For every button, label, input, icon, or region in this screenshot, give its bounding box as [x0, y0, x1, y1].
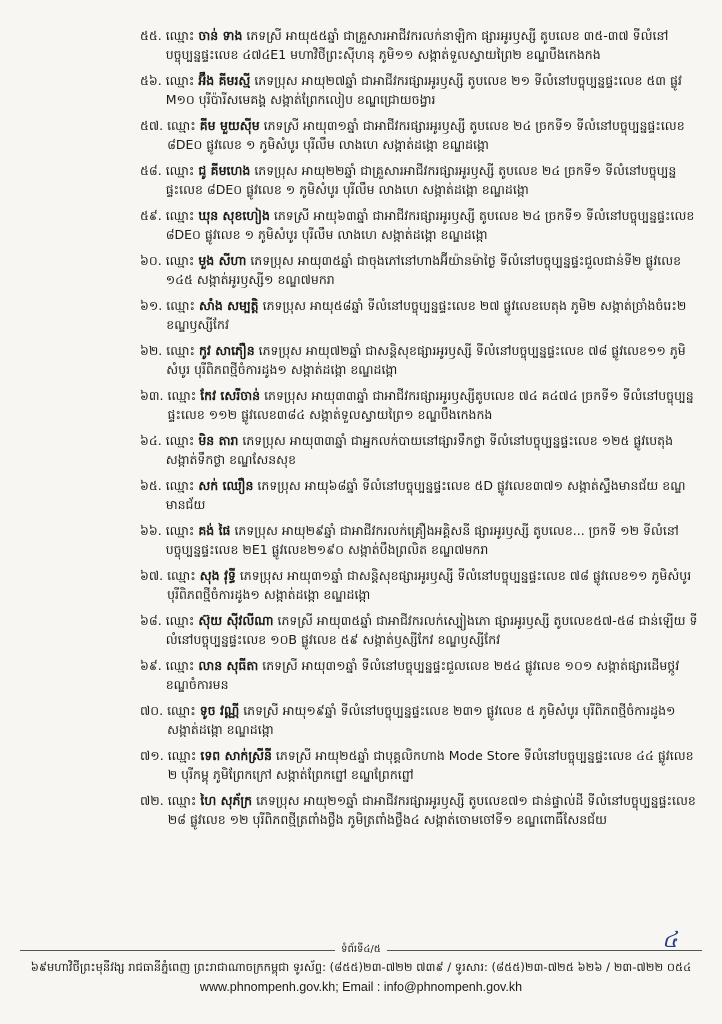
- item-number: ៧០.: [140, 703, 164, 718]
- item-number: ៦៨.: [140, 613, 162, 628]
- list-item: [140, 26, 700, 64]
- name-label: ឈ្មោះ: [167, 748, 197, 763]
- list-item: [140, 386, 700, 424]
- name-label: ឈ្មោះ: [166, 343, 195, 358]
- list-item: [140, 161, 700, 199]
- person-name: កូវ សាភឿន: [198, 343, 255, 358]
- item-body: [166, 431, 700, 469]
- item-body: [166, 206, 700, 244]
- list-item: [140, 791, 700, 829]
- footer-address: ៦៩មហាវិថីព្រះមុនីវង្ស រាជធានីភ្នំពេញ ព្រះរាជាណាចក្រកម្ពុជា ទូរស័ព្ទ: (៨៥៥)២៣-៧២២ ៧៣៩ / ទូរសារ: (៨៥៥)២៣-៧២៥ ៦២៦ / ២៣-៧២២ ០៥៤: [30, 960, 692, 974]
- person-details: ភេទស្រី អាយុ៣១ឆ្នាំ ជាអាជីវករផ្សារអូរឫស្សី តូបលេខ ២៤ ច្រកទី១ ទីលំនៅបច្ចុប្បន្នផ្ទះលេខ ៨DE០ ផ្លូវលេខ ១ ភូមិសំបូរ បុរីលឹម លាងហេ សង្កាត់ដង្កោ ខណ្ឌដង្កោ: [167, 118, 685, 152]
- list-item: [140, 341, 700, 379]
- name-label: ឈ្មោះ: [167, 388, 197, 403]
- name-label: ឈ្មោះ: [167, 568, 196, 583]
- item-number: ៦៤.: [140, 433, 162, 448]
- person-details: ភេទប្រុស អាយុ២៧ឆ្នាំ ជាអាជីវករផ្សារអូរឫស្សី តូបលេខ ២១ ទីលំនៅបច្ចុប្បន្នផ្ទះលេខ ៥៣ ផ្លូវ M១០ បុរីប៉ារីសមេគង្គ សង្កាត់ព្រែកលៀប ខណ្ឌជ្រោយចង្វារ: [165, 73, 682, 107]
- person-details: ភេទស្រី អាយុ៣១ឆ្នាំ ទីលំនៅបច្ចុប្បន្នផ្ទះជួលលេខ ២៥៤ ផ្លូវលេខ ១០១ សង្កាត់ផ្សារដើមថ្កូវ ខណ្ឌចំការមន: [165, 658, 680, 692]
- item-number: ៦១.: [140, 298, 163, 313]
- item-body: [166, 296, 700, 334]
- person-name: មួង សីហា: [198, 253, 247, 268]
- person-details: ភេទស្រី អាយុ១៩ឆ្នាំ ទីលំនៅបច្ចុប្បន្នផ្ទះលេខ ២៣១ ផ្លូវលេខ ៥ ភូមិសំបូរ បុរីពិភពថ្មីចំការដូង១ សង្កាត់ដង្កោ ខណ្ឌដង្កោ: [167, 703, 676, 737]
- list-item: [140, 71, 700, 109]
- item-number: ៥៦.: [140, 73, 162, 88]
- name-label: ឈ្មោះ: [165, 253, 195, 268]
- item-body: [168, 386, 700, 424]
- person-name: គង់ ផៃ: [198, 523, 231, 538]
- name-label: ឈ្មោះ: [165, 73, 195, 88]
- person-name: គីម មួយស៊ីម: [199, 118, 260, 133]
- person-details: ភេទប្រុស អាយុ៣១ឆ្នាំ ជាសន្តិសុខផ្សារអូរឫស្សី ទីលំនៅបច្ចុប្បន្នផ្ទះលេខ ៧៨ ផ្លូវលេខ១១ ភូមិសំបូរ បុរីពិភពថ្មីចំការដូង១ សង្កាត់ដង្កោ ខណ្ឌដង្កោ: [167, 568, 692, 602]
- item-number: ៦៦.: [140, 523, 162, 538]
- footer-contact: www.phnompenh.gov.kh; Email : info@phnompenh.gov.kh: [199, 980, 523, 994]
- name-label: ឈ្មោះ: [165, 208, 195, 223]
- name-label: ឈ្មោះ: [166, 298, 195, 313]
- person-name: ស៊ុយ ស៊ីវលីណា: [198, 613, 274, 628]
- item-number: ៦៩.: [140, 658, 162, 673]
- person-details: ភេទប្រុស អាយុ២១ឆ្នាំ ជាអាជីវករផ្សារអូរឫស្សី តូបលេខ៧១ ជាន់ផ្ទាល់ដី ទីលំនៅបច្ចុប្បន្នផ្ទះលេខ ២៨ ផ្លូវលេខ ១២ បុរីពិភពថ្មីត្រពាំងថ្លឹង ភូមិត្រពាំងថ្លឹង៤ សង្កាត់ចោមចៅទី១ ខណ្ឌពោធិ៍សែនជ័យ: [167, 793, 696, 827]
- name-label: ឈ្មោះ: [165, 613, 195, 628]
- person-name: មិន តារា: [198, 433, 239, 448]
- person-name: លាន សុធីតា: [198, 658, 259, 673]
- name-label: ឈ្មោះ: [167, 703, 196, 718]
- list-item: [140, 431, 700, 469]
- list-item: [140, 656, 700, 694]
- list-item: [140, 296, 700, 334]
- item-number: ៦០.: [140, 253, 162, 268]
- person-details: ភេទប្រុស អាយុ២៩ឆ្នាំ ជាអាជីវករលក់គ្រឿងអគ្គិសនី ផ្សារអូរឫស្សី តូបលេខ... ច្រកទី ១២ ទីលំនៅបច្ចុប្បន្នផ្ទះលេខ ២E1 ផ្លូវលេខ២១៩០ សង្កាត់បឹងព្រលិត ខណ្ឌ៧មករា: [165, 523, 679, 557]
- person-details: ភេទប្រុស អាយុ៥៨ឆ្នាំ ទីលំនៅបច្ចុប្បន្នផ្ទះលេខ ២៧ ផ្លូវលេខបេតុង ភូមិ២ សង្កាត់ច្រាំងចំរេះ២ ខណ្ឌឫស្សីកែវ: [166, 298, 687, 332]
- person-name: ទូច វណ្ណី: [199, 703, 240, 718]
- person-list: [140, 26, 700, 836]
- item-number: ៥៧.: [140, 118, 164, 133]
- item-body: [166, 71, 700, 109]
- list-item: [140, 116, 700, 154]
- item-number: ៦២.: [140, 343, 163, 358]
- list-item: [140, 566, 700, 604]
- list-item: [140, 701, 700, 739]
- person-name: ជូ គីមហេង: [198, 163, 251, 178]
- item-body: [166, 476, 700, 514]
- person-name: សក់ ឈឿន: [198, 478, 254, 493]
- item-body: [167, 566, 700, 604]
- person-name: ចាន់ ទាង: [198, 28, 243, 43]
- name-label: ឈ្មោះ: [165, 163, 195, 178]
- person-name: ឃុន សុខហៀង: [198, 208, 270, 223]
- item-body: [168, 746, 700, 784]
- person-name: ទេព សាក់ស្រីនី: [200, 748, 272, 763]
- item-number: ៦៣.: [140, 388, 164, 403]
- page-number: ទំព័រទី៤/៥: [20, 942, 702, 957]
- item-number: ៧២.: [140, 793, 164, 808]
- list-item: [140, 746, 700, 784]
- item-body: [166, 341, 700, 379]
- person-details: ភេទប្រុស អាយុ៣៥ឆ្នាំ ជាចុងភៅនៅហាងអ៊ីយ៉ានម៉ាថ្ងៃ ទីលំនៅបច្ចុប្បន្នផ្ទះជួលជាន់ទី២ ផ្លូវលេខ ១៤៥ សង្កាត់អូរឫស្សី១ ខណ្ឌ៧មករា: [165, 253, 682, 287]
- item-number: ៧១.: [140, 748, 164, 763]
- list-item: [140, 476, 700, 514]
- item-body: [168, 791, 700, 829]
- item-number: ៦៥.: [140, 478, 162, 493]
- item-number: ៥៥.: [140, 28, 162, 43]
- person-name: សាំង សម្បត្តិ: [198, 298, 259, 313]
- list-item: [140, 251, 700, 289]
- person-details: ភេទប្រុស អាយុ២២ឆ្នាំ ជាគ្រួសារអាជីវករផ្សារអូរឫស្សី តូបលេខ ២៤ ច្រកទី១ ទីលំនៅបច្ចុប្បន្នផ្ទះលេខ ៨DE០ ផ្លូវលេខ ១ ភូមិសំបូរ បុរីលឹម លាងហេ សង្កាត់ដង្កោ ខណ្ឌដង្កោ: [165, 163, 677, 197]
- name-label: ឈ្មោះ: [167, 118, 196, 133]
- name-label: ឈ្មោះ: [165, 523, 195, 538]
- item-body: [167, 116, 700, 154]
- item-body: [166, 521, 700, 559]
- item-body: [166, 611, 700, 649]
- name-label: ឈ្មោះ: [165, 28, 195, 43]
- item-body: [167, 701, 700, 739]
- name-label: ឈ្មោះ: [167, 793, 197, 808]
- handwritten-page-mark: ៤: [662, 928, 678, 953]
- item-body: [166, 161, 700, 199]
- person-name: ហៃ សុភ័ក្រ: [200, 793, 253, 808]
- person-details: ភេទស្រី អាយុ៦៣ឆ្នាំ ជាអាជីវករផ្សារអូរឫស្សី តូបលេខ ២៤ ច្រកទី១ ទីលំនៅបច្ចុប្បន្នផ្ទះលេខ ៨DE០ ផ្លូវលេខ ១ ភូមិសំបូរ បុរីលឹម លាងហេ សង្កាត់ដង្កោ ខណ្ឌដង្កោ: [165, 208, 695, 242]
- person-name: សុង វុទ្ធី: [199, 568, 236, 583]
- person-details: ភេទស្រី អាយុ២៥ឆ្នាំ ជាបុគ្គលិកហាង Mode Store ទីលំនៅបច្ចុប្បន្នផ្ទះលេខ ៤៤ ផ្លូវលេខ ២ បុរីកម្ពុ ភូមិព្រែកក្រៅ សង្កាត់ព្រែកព្នៅ ខណ្ឌព្រែកព្នៅ: [167, 748, 694, 782]
- name-label: ឈ្មោះ: [165, 478, 195, 493]
- name-label: ឈ្មោះ: [165, 433, 195, 448]
- item-body: [166, 656, 700, 694]
- list-item: [140, 521, 700, 559]
- person-details: ភេទប្រុស អាយុ៣៣ឆ្នាំ ជាអាជីវករផ្សារអូរឫស្សីតូបលេខ ៧៤ គ៤៧៤ ច្រកទី១ ទីលំនៅបច្ចុប្បន្នផ្ទះលេខ ១១២ ផ្លូវលេខ៣៨៤ សង្កាត់ទួលស្វាយព្រៃ១ ខណ្ឌបឹងកេងកង: [167, 388, 694, 422]
- item-number: ៥៩.: [140, 208, 162, 223]
- letterhead-footer: [20, 944, 702, 996]
- item-number: ៦៧.: [140, 568, 164, 583]
- person-details: ភេទស្រី អាយុ៥៥ឆ្នាំ ជាគ្រួសារអាជីវករលក់នាឡិកា ផ្សារអូរឫស្សី តូបលេខ ៣៥-៣៧ ទីលំនៅបច្ចុប្បន្នផ្ទះលេខ ៤៧៤E1 មហាវិថីព្រះស៊ីហនុ ភូមិ១១ សង្កាត់ទួលស្វាយព្រៃ២ ខណ្ឌបឹងកេងកង: [165, 28, 669, 62]
- person-details: ភេទប្រុស អាយុ៣៣ឆ្នាំ ជាអ្នកលក់បាយនៅផ្សារទឹកថ្លា ទីលំនៅបច្ចុប្បន្នផ្ទះលេខ ១២៥ ផ្លូវបេតុង សង្កាត់ទឹកថ្លា ខណ្ឌសែនសុខ: [165, 433, 674, 467]
- person-details: ភេទប្រុស អាយុ៧២ឆ្នាំ ជាសន្តិសុខផ្សារអូរឫស្សី ទីលំនៅបច្ចុប្បន្នផ្ទះលេខ ៧៨ ផ្លូវលេខ១១ ភូមិសំបូរ បុរីពិភពថ្មីចំការដូង១ សង្កាត់ដង្កោ ខណ្ឌដង្កោ: [166, 343, 686, 377]
- person-name: អ៊ឹង គីមរស្មី: [198, 73, 251, 88]
- item-body: [166, 26, 700, 64]
- list-item: [140, 611, 700, 649]
- person-name: កែវ សេរីចាន់: [200, 388, 261, 403]
- item-number: ៥៨.: [140, 163, 162, 178]
- person-details: ភេទស្រី អាយុ៣៥ឆ្នាំ ជាអាជីវករលក់ស្បៀងភោ ផ្សារអូរឫស្សី តូបលេខ៥៧-៥៨ ជាន់ឡើយ ទីលំនៅបច្ចុប្បន្នផ្ទះលេខ ១០B ផ្លូវលេខ ៥៩ សង្កាត់ឫស្សីកែវ ខណ្ឌឫស្សីកែវ: [165, 613, 698, 647]
- list-item: [140, 206, 700, 244]
- name-label: ឈ្មោះ: [165, 658, 195, 673]
- item-body: [166, 251, 700, 289]
- person-details: ភេទប្រុស អាយុ៦៨ឆ្នាំ ទីលំនៅបច្ចុប្បន្នផ្ទះលេខ ៥D ផ្លូវលេខ៣៧១ សង្កាត់ស្ទឹងមានជ័យ ខណ្ឌមានជ័យ: [165, 478, 686, 512]
